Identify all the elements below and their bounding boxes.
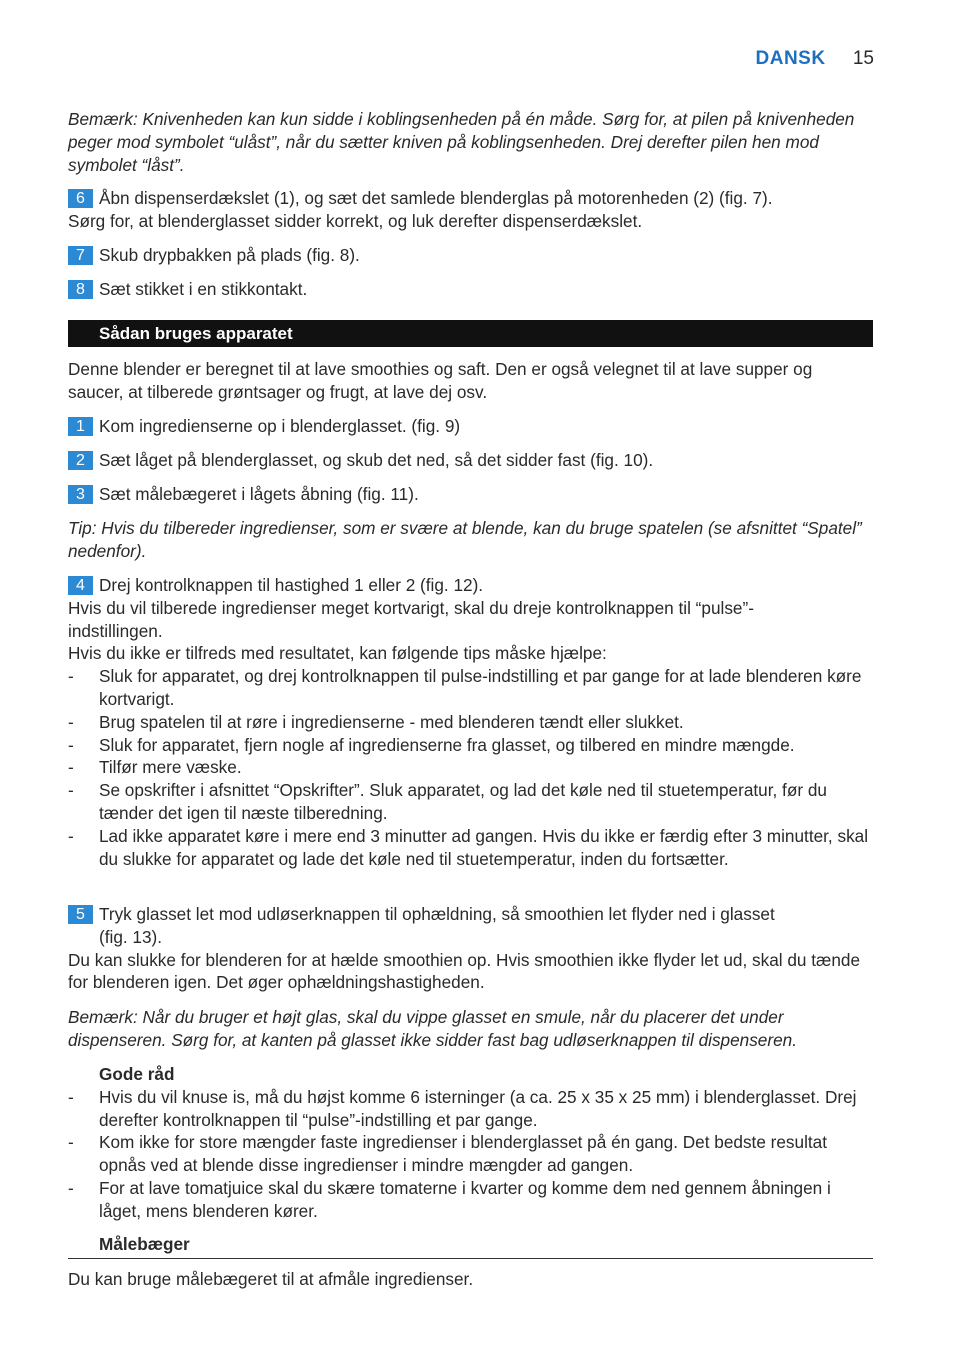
page-number: 15 [852,48,874,69]
step-number-badge: 1 [68,417,93,436]
maalebaeger-heading-rule [68,1233,873,1259]
list-item: - Se opskrifter i afsnittet “Opskrifter”. Sluk apparatet, og lad det køle ned til stuetemperatur, før du tænder det igen til næste tilberedning. [68,780,827,823]
step-text: Drej kontrolknappen til hastighed 1 eller 2 (fig. 12). [99,575,484,595]
note-tall-glass: Bemærk: Når du bruger et højt glas, skal du vippe glasset en smule, når du placerer det under dispenseren. Sørg for, at kanten på glasset ikke sidder fast bag udløserknappen til dispenseren. [68,1007,797,1050]
step-number-badge: 5 [68,905,93,924]
step-text: Åbn dispenserdækslet (1), og sæt det samlede blenderglas på motorenheden (2) (fig. 7). [99,188,773,208]
step-text: Tryk glasset let mod udløserknappen til ophældning, så smoothien let flyder ned i glasset (fig. 13). [99,904,775,947]
list-item: - Lad ikke apparatet køre i mere end 3 minutter ad gangen. Hvis du ikke er færdig efter 3 minutter, skal du slukke for apparatet og lade det køle ned til stuetemperatur, inden du fortsætter. [68,825,869,869]
step-2 [68,449,873,472]
section-heading: Sådan bruges apparatet [68,320,873,347]
page-header [756,48,874,70]
maalebaeger-text: Du kan bruge målebægeret til at afmåle ingredienser. [68,1269,474,1289]
step-1 [68,415,873,438]
list-item: - Sluk for apparatet, fjern nogle af ingredienserne fra glasset, og tilbered en mindre mængde. [68,734,795,755]
step-4 [68,574,873,870]
subheading: Målebæger [99,1234,190,1254]
step-number-badge: 8 [68,280,93,299]
step-text: Skub drypbakken på plads (fig. 8). [99,245,360,265]
step-3 [68,483,873,506]
step-text: Sæt målebægeret i lågets åbning (fig. 11). [99,484,419,504]
step-8 [68,278,873,301]
language-label: DANSK [755,48,826,69]
list-item: - Sluk for apparatet, og drej kontrolknappen til pulse-indstilling et par gange for at lade blenderen køre kortvarigt. [68,666,862,709]
step-number-badge: 7 [68,246,93,265]
subheading: Gode råd [99,1064,175,1084]
step-text: Sæt låget på blenderglasset, og skub det ned, så det sidder fast (fig. 10). [99,450,654,470]
tip-note: Tip: Hvis du tilbereder ingredienser, som er svære at blende, kan du bruge spatelen (se afsnittet “Spatel” nedenfor). [68,518,862,561]
note-knife-unit: Bemærk: Knivenheden kan kun sidde i koblingsenheden på én måde. Sørg for, at pilen på knivenheden peger mod symbolet “ulåst”, når du sætter kniven på koblingsenheden. Drej derefter pilen hen mod symbolet “låst”. [68,109,855,175]
step-number-badge: 2 [68,451,93,470]
intro-paragraph: Denne blender er beregnet til at lave smoothies og saft. Den er også velegnet til at lave supper og saucer, at tilberede grøntsager og frugt, at lave dej osv. [68,359,813,402]
list-item: - Tilfør mere væske. [68,757,242,778]
step-continuation: Hvis du vil tilberede ingredienser meget kortvarigt, skal du dreje kontrolknappen til “pulse”-indstillingen. [68,597,754,641]
step-5 [68,903,873,994]
step-text: Kom ingredienserne op i blenderglasset. (fig. 9) [99,416,461,436]
list-item: - Kom ikke for store mængder faste ingredienser i blenderglasset på én gang. Det bedste resultat opnås ved at blende disse ingredienser i mindre mængder ad gangen. [68,1132,828,1176]
step-continuation: Sørg for, at blenderglasset sidder korrekt, og luk derefter dispenserdækslet. [68,210,643,231]
list-item: - Brug spatelen til at røre i ingredienserne - med blenderen tændt eller slukket. [68,711,684,732]
step-text: Sæt stikket i en stikkontakt. [99,279,308,299]
list-item: - For at lave tomatjuice skal du skære tomaterne i kvarter og komme dem ned gennem åbningen i låget, mens blenderen kører. [68,1177,831,1221]
list-item: - Hvis du vil knuse is, må du højst komme 6 isterninger (a ca. 25 x 35 x 25 mm) i blenderglasset. Drej derefter kontrolknappen til “pulse”-indstilling et par gange. [68,1086,857,1130]
step-6 [68,187,873,233]
step-number-badge: 4 [68,576,93,595]
step-continuation: Hvis du ikke er tilfreds med resultatet, kan følgende tips måske hjælpe: [68,643,607,664]
step-number-badge: 3 [68,485,93,504]
step-continuation: Du kan slukke for blenderen for at hælde smoothien op. Hvis smoothien ikke flyder let ud, skal du tænde for blenderen igen. Det øger ophældningshastigheden. [68,949,861,993]
gode-raad-section [68,1063,873,1223]
step-number-badge: 6 [68,189,93,208]
step-7 [68,244,873,267]
